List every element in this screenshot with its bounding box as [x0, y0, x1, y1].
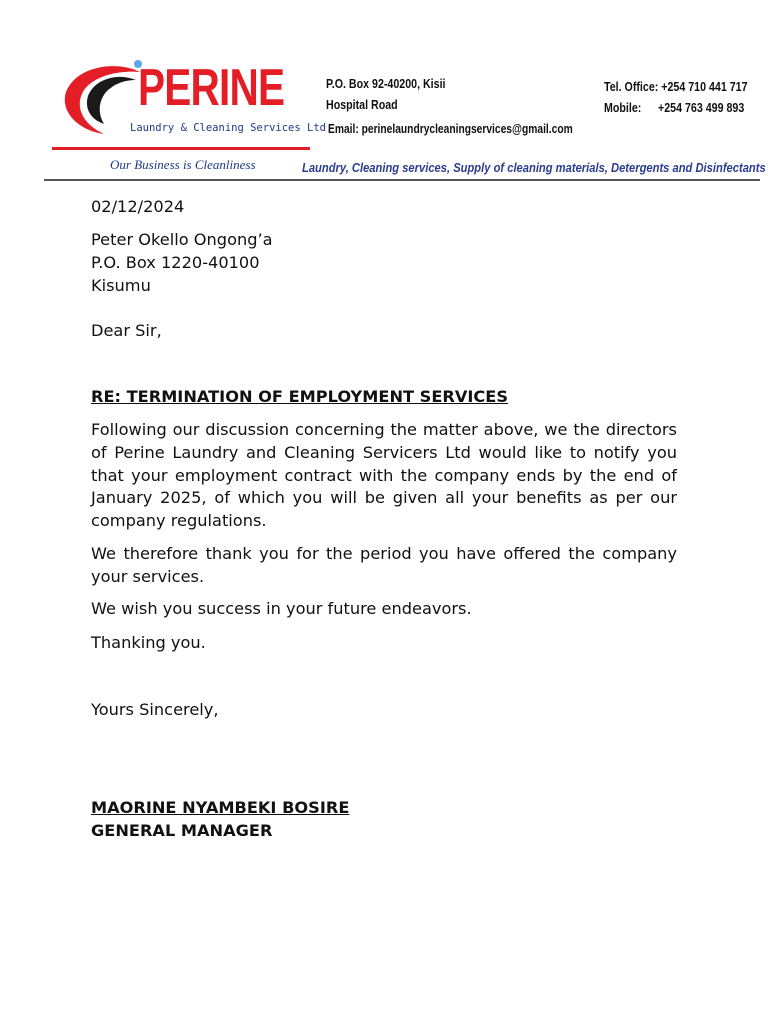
- body-paragraph: Thanking you.: [91, 633, 206, 652]
- body-paragraph: We therefore thank you for the period you have offered the company your services.: [91, 544, 677, 586]
- body-paragraph: We wish you success in your future endeavors.: [91, 599, 472, 618]
- subject-text: RE: TERMINATION OF EMPLOYMENT SERVICES: [91, 387, 509, 406]
- signatory-name: MAORINE NYAMBEKI BOSIRE: [91, 798, 350, 817]
- signature-block: [91, 797, 677, 843]
- salutation: Dear Sir,: [91, 321, 162, 340]
- header-divider: [44, 179, 760, 181]
- letter-date: 02/12/2024: [91, 197, 185, 216]
- company-logo: [58, 58, 333, 148]
- mobile-number: +254 763 499 893: [658, 100, 745, 115]
- street-address: Hospital Road: [326, 97, 398, 112]
- company-name: PERINE: [138, 59, 285, 117]
- po-box: P.O. Box 92-40200, Kisii: [326, 76, 446, 91]
- recipient-city: Kisumu: [91, 275, 151, 295]
- recipient-name: Peter Okello Ongong’a: [91, 230, 273, 249]
- recipient-block: [91, 229, 677, 297]
- letterhead: [0, 0, 768, 190]
- signatory-title: GENERAL MANAGER: [91, 820, 273, 840]
- company-subtitle: Laundry & Cleaning Services Ltd.: [130, 122, 333, 134]
- services-line: Laundry, Cleaning services, Supply of cleaning materials, Detergents and Disinfectants: [302, 160, 766, 175]
- body-paragraph: Following our discussion concerning the matter above, we the directors of Perine Laundry and Cleaning Servicers Ltd would like to notify you that your employment contract with the company ends by the end of January 2025, of which you will be given all your benefits as per our company regulations.: [91, 420, 677, 531]
- recipient-address: P.O. Box 1220-40100: [91, 252, 260, 272]
- office-phone: Tel. Office: +254 710 441 717: [604, 79, 748, 94]
- mobile-label: Mobile:: [604, 100, 642, 115]
- email-address: Email: perinelaundrycleaningservices@gmail.com: [328, 122, 573, 136]
- subject-line: [91, 386, 677, 409]
- logo-underline: [52, 147, 310, 150]
- closing: Yours Sincerely,: [91, 700, 219, 719]
- company-tagline: Our Business is Cleanliness: [110, 157, 256, 172]
